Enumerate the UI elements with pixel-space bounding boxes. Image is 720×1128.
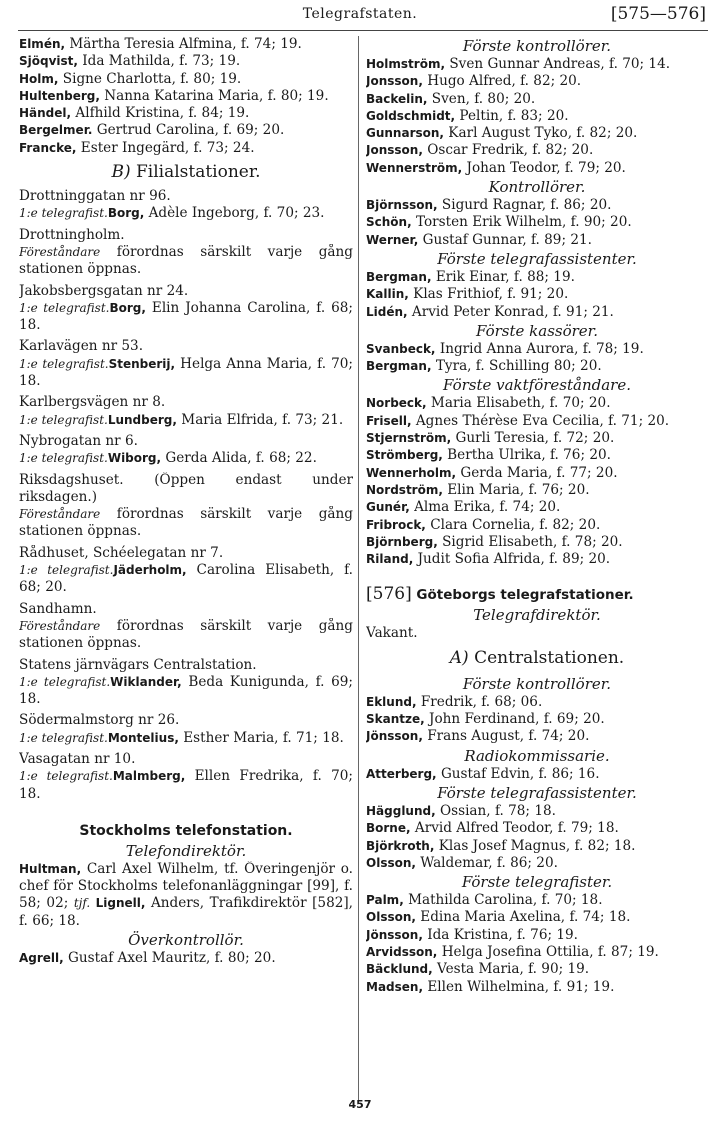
person-entry	[366, 482, 708, 499]
central-heading-letter: A)	[449, 647, 469, 668]
entry-text: Sigurd Ragnar, f. 86; 20.	[437, 197, 612, 214]
entry-name: Backelin,	[366, 91, 428, 106]
entry-text: Klas Josef Magnus, f. 82; 18.	[434, 837, 636, 854]
station-staff-entry	[19, 412, 353, 429]
entry-role: 1:e telegrafist.	[19, 206, 108, 221]
person-entry	[366, 766, 708, 783]
entry-text: Nanna Katarina Maria, f. 80; 19.	[99, 87, 329, 104]
entry-name: Frisell,	[366, 413, 412, 428]
section-role-heading: Förste telegrafassistenter.	[437, 249, 637, 268]
section-role-heading: Förste kontrollörer.	[462, 37, 612, 55]
entry-text-2: Anders, Trafikdirektör [582], f. 66; 18.	[19, 895, 353, 929]
entry-name: Skantze,	[366, 712, 425, 727]
entry-name: Stenberij,	[108, 356, 176, 371]
person-entry	[366, 341, 708, 358]
entry-text: Gustaf Axel Mauritz, f. 80; 20.	[63, 950, 276, 967]
entry-text: Vesta Maria, f. 90; 19.	[432, 961, 590, 978]
entry-role: 1:e telegrafist.	[19, 300, 110, 315]
section-role-heading: Förste telegrafister.	[461, 873, 613, 892]
entry-name: Stjernström,	[366, 431, 452, 446]
person-entry	[366, 927, 708, 944]
station-name: Drottninggatan nr 96.	[19, 188, 171, 205]
entry-text: Alma Erika, f. 74; 20.	[409, 499, 561, 516]
person-entry	[366, 803, 708, 820]
entry-text: Karl August Tyko, f. 82; 20.	[443, 125, 638, 142]
entry-text: Elin Maria, f. 76; 20.	[442, 481, 590, 498]
person-entry	[366, 142, 708, 159]
entry-text: förordnas särskilt varje gång stationen öppnas.	[19, 617, 353, 652]
entry-role: tjf.	[73, 896, 91, 911]
section-role-heading: Förste kontrollörer.	[462, 674, 612, 693]
entry-text: Ester Ingegärd, f. 73; 24.	[76, 139, 255, 156]
entry-text: Ida Mathilda, f. 73; 19.	[77, 53, 241, 70]
telefon-heading: Stockholms telefonstation.	[79, 822, 293, 839]
person-entry	[366, 728, 708, 745]
entry-name: Werner,	[366, 232, 419, 247]
person-entry	[366, 499, 708, 516]
entry-text: Elin Johanna Carolina, f. 68; 18.	[19, 299, 353, 334]
goteborg-central-sections	[366, 674, 708, 996]
entry-name: Norbeck,	[366, 396, 427, 411]
entry-name: Björkroth,	[366, 838, 435, 853]
entry-text: Helga Josefina Ottilia, f. 87; 19.	[437, 943, 659, 960]
stockholm-central-sections	[366, 36, 708, 568]
goteborg-title: Göteborgs telegrafstationer.	[411, 587, 634, 604]
entry-text: Mathilda Carolina, f. 70; 18.	[403, 892, 603, 909]
person-entry	[366, 358, 708, 375]
person-entry	[366, 961, 708, 978]
entry-text: Carolina Elisabeth, f. 68; 20.	[19, 562, 353, 596]
entry-text: Oscar Fredrik, f. 82; 20.	[422, 142, 594, 159]
entry-text: Gerda Alida, f. 68; 22.	[161, 450, 317, 467]
station-name: Drottningholm.	[19, 226, 125, 243]
entry-name: Holm,	[19, 71, 59, 86]
station-name: Södermalmstorg nr 26.	[19, 712, 180, 729]
running-title: Telegrafstaten.	[302, 6, 418, 22]
entry-text: Tyra, f. Schilling 80; 20.	[431, 358, 602, 375]
filial-heading	[19, 161, 353, 184]
entry-text: Edina Maria Axelina, f. 74; 18.	[415, 909, 631, 926]
entry-role: Föreståndare	[19, 244, 101, 259]
station-staff-entry	[19, 356, 353, 391]
entry-text: Sven, f. 80; 20.	[427, 90, 536, 107]
entry-name: Hultman,	[19, 861, 82, 876]
station-name: Karlavägen nr 53.	[19, 338, 144, 355]
person-entry	[366, 160, 708, 177]
goteborg-ref: [576]	[366, 584, 412, 605]
entry-text: Helga Anna Maria, f. 70; 18.	[19, 355, 353, 390]
entry-text: Märtha Teresia Alfmina, f. 74; 19.	[65, 36, 302, 52]
right-column	[366, 36, 708, 996]
entry-name: Gunnarson,	[366, 126, 444, 141]
entry-text: Gustaf Edvin, f. 86; 16.	[436, 765, 600, 782]
entry-name: Lundberg,	[107, 412, 177, 427]
goteborg-heading	[366, 584, 708, 605]
entry-text: Maria Elfrida, f. 73; 21.	[176, 411, 344, 428]
station-staff-entry	[19, 450, 353, 467]
entry-text: Gertrud Carolina, f. 69; 20.	[92, 122, 285, 139]
entry-role: 1:e telegrafist.	[19, 451, 108, 466]
entry-text: Carl Axel Wilhelm, tf. Överingenjör o. chef för Stockholms telefonanläggningar [99], f. 58; 02;	[19, 860, 353, 912]
entry-role: Föreståndare	[19, 507, 101, 522]
entry-role: 1:e telegrafist.	[19, 674, 111, 689]
spacer	[19, 803, 353, 807]
station-staff-entry	[19, 300, 353, 335]
person-entry	[366, 304, 708, 321]
person-entry	[366, 855, 708, 872]
entry-name: Agrell,	[19, 951, 64, 966]
page-number: 457	[348, 1098, 372, 1111]
entry-text: Esther Maria, f. 71; 18.	[178, 729, 344, 746]
station-name: Vasagatan nr 10.	[19, 750, 136, 767]
entry-name: Arvidsson,	[366, 944, 438, 959]
entry-name: Wennerholm,	[366, 465, 457, 480]
telegrafdirektor-role: Telegrafdirektör.	[473, 606, 601, 625]
entry-name: Wiborg,	[107, 451, 162, 466]
station-staff-entry	[19, 674, 353, 709]
person-entry	[366, 838, 708, 855]
overkontrollor-role: Överkontrollör.	[128, 931, 244, 950]
entry-text: John Ferdinand, f. 69; 20.	[424, 711, 605, 728]
person-entry	[366, 909, 708, 926]
entry-role: 1:e telegrafist.	[19, 769, 113, 784]
entry-text: Beda Kunigunda, f. 69; 18.	[19, 673, 353, 708]
person-entry	[19, 105, 353, 122]
section-role-heading: Förste kassörer.	[476, 321, 598, 340]
entry-text: Sven Gunnar Andreas, f. 70; 14.	[445, 56, 671, 72]
entry-name: Malmberg,	[112, 769, 186, 784]
entry-role: 1:e telegrafist.	[19, 356, 109, 371]
person-entry	[366, 73, 708, 90]
person-entry	[366, 56, 708, 73]
person-entry	[366, 125, 708, 142]
left-column	[19, 36, 353, 967]
station-staff-entry	[19, 562, 353, 597]
vakant-text: Vakant.	[366, 625, 418, 642]
running-head	[0, 6, 720, 28]
entry-name: Francke,	[19, 140, 77, 155]
central-heading-text: Centralstationen.	[468, 647, 625, 668]
entry-name: Lidén,	[366, 304, 408, 319]
entry-text: Johan Teodor, f. 79; 20.	[462, 159, 626, 176]
entry-name: Bergelmer.	[19, 123, 93, 138]
entry-role: 1:e telegrafist.	[19, 730, 108, 745]
entry-name: Fribrock,	[366, 517, 426, 532]
entry-name: Borg,	[109, 300, 146, 315]
entry-text: Erik Einar, f. 88; 19.	[431, 268, 575, 285]
entry-name: Björnsson,	[366, 198, 438, 213]
entry-text: Ellen Fredrika, f. 70; 18.	[19, 768, 353, 802]
entry-name: Sjöqvist,	[19, 54, 78, 69]
person-entry	[366, 465, 708, 482]
central-heading	[366, 647, 708, 670]
column-divider	[358, 36, 359, 1102]
entry-text: Torsten Erik Wilhelm, f. 90; 20.	[411, 214, 632, 231]
station-name: Riksdagshuset. (Öppen endast under riksdagen.)	[19, 471, 353, 505]
person-entry	[366, 91, 708, 108]
station-name: Nybrogatan nr 6.	[19, 432, 138, 449]
entry-name: Jäderholm,	[113, 563, 187, 578]
station-name: Jakobsbergsgatan nr 24.	[19, 282, 189, 299]
station-staff-entry	[19, 768, 353, 803]
person-entry	[366, 232, 708, 249]
person-entry	[366, 197, 708, 214]
station-staff-entry	[19, 205, 353, 222]
entry-text: Maria Elisabeth, f. 70; 20.	[426, 395, 611, 412]
entry-name: Svanbeck,	[366, 341, 436, 356]
entry-role: 1:e telegrafist.	[19, 412, 108, 427]
entry-text: Gurli Teresia, f. 72; 20.	[451, 430, 615, 447]
entry-text: Frans August, f. 74; 20.	[422, 728, 590, 745]
filial-heading-letter: B)	[111, 162, 131, 183]
person-entry	[366, 534, 708, 551]
entry-name: Holmström,	[366, 57, 446, 71]
entry-name: Jonsson,	[366, 74, 423, 89]
entry-name: Nordström,	[366, 482, 443, 497]
entry-text: Clara Cornelia, f. 82; 20.	[425, 516, 601, 533]
station-name: Sandhamn.	[19, 600, 97, 617]
person-entry	[366, 286, 708, 303]
entry-name: Montelius,	[107, 730, 179, 745]
header-rule	[18, 30, 708, 31]
person-entry	[366, 694, 708, 711]
page-range: [575—576]	[610, 4, 706, 24]
entry-text: Klas Frithiof, f. 91; 20.	[408, 286, 569, 303]
section-role-heading: Kontrollörer.	[488, 178, 586, 197]
left-top-entries	[19, 36, 353, 157]
entry-name: Wiklander,	[110, 674, 182, 689]
entry-text: Hugo Alfred, f. 82; 20.	[422, 73, 582, 90]
entry-text: Ossian, f. 78; 18.	[435, 802, 556, 819]
entry-text: Ida Kristina, f. 76; 19.	[422, 926, 579, 943]
entry-name: Eklund,	[366, 694, 417, 709]
entry-name: Elmén,	[19, 37, 66, 51]
section-role-heading: Förste vaktföreståndare.	[442, 376, 631, 395]
section-role-heading: Radiokommissarie.	[464, 746, 610, 765]
person-entry	[366, 214, 708, 231]
person-entry	[366, 413, 708, 430]
entry-name: Borg,	[107, 206, 145, 221]
station-staff-entry	[19, 244, 353, 279]
entry-name: Wennerström,	[366, 160, 463, 175]
entry-name: Hägglund,	[366, 803, 436, 818]
person-entry	[366, 892, 708, 909]
entry-name: Jönsson,	[366, 729, 423, 744]
entry-text: Sigrid Elisabeth, f. 78; 20.	[437, 533, 623, 550]
entry-text: Alfhild Kristina, f. 84; 19.	[71, 105, 250, 122]
entry-name: Riland,	[366, 552, 414, 567]
entry-text: Adèle Ingeborg, f. 70; 23.	[144, 205, 325, 222]
entry-name: Olsson,	[366, 910, 416, 925]
entry-name: Olsson,	[366, 855, 416, 870]
entry-text: Arvid Peter Konrad, f. 91; 21.	[407, 303, 614, 320]
entry-text: Ellen Wilhelmina, f. 91; 19.	[423, 978, 615, 995]
entry-name: Björnberg,	[366, 534, 438, 549]
entry-name: Jönsson,	[366, 927, 423, 942]
entry-role: 1:e telegrafist.	[19, 563, 114, 578]
entry-text: Bertha Ulrika, f. 76; 20.	[442, 447, 611, 464]
station-staff-entry	[19, 506, 353, 541]
entry-role: Föreståndare	[19, 618, 101, 633]
entry-name: Bäcklund,	[366, 962, 433, 977]
person-entry	[366, 944, 708, 961]
entry-name: Schön,	[366, 215, 412, 230]
person-entry	[366, 711, 708, 728]
entry-name-2: Lignell,	[90, 896, 146, 911]
person-entry	[19, 140, 353, 157]
person-entry	[366, 108, 708, 125]
entry-text: Gustaf Gunnar, f. 89; 21.	[418, 231, 592, 248]
station-staff-entry	[19, 618, 353, 653]
entry-text: Arvid Alfred Teodor, f. 79; 18.	[410, 820, 619, 837]
station-staff-entry	[19, 730, 353, 747]
entry-name: Madsen,	[366, 979, 424, 994]
person-entry	[19, 36, 353, 53]
telefondirektor-role: Telefondirektör.	[125, 841, 247, 860]
entry-text: Fredrik, f. 68; 06.	[416, 693, 543, 710]
person-entry	[366, 551, 708, 568]
entry-text: Judit Sofia Alfrida, f. 89; 20.	[413, 551, 611, 568]
entry-text: Peltin, f. 83; 20.	[455, 107, 569, 124]
entry-text: förordnas särskilt varje gång stationen öppnas.	[19, 243, 353, 278]
section-role-heading: Förste telegrafassistenter.	[437, 783, 637, 802]
station-name: Karlbergsvägen nr 8.	[19, 394, 166, 411]
person-entry	[19, 53, 353, 70]
entry-name: Gunér,	[366, 500, 410, 515]
entry-name: Händel,	[19, 106, 72, 121]
entry-name: Atterberg,	[366, 766, 437, 781]
entry-name: Hultenberg,	[19, 88, 100, 103]
person-entry	[366, 395, 708, 412]
entry-name: Kallin,	[366, 287, 409, 302]
entry-text: förordnas särskilt varje gång stationen öppnas.	[19, 506, 353, 540]
person-entry	[366, 269, 708, 286]
entry-text: Gerda Maria, f. 77; 20.	[456, 464, 618, 481]
filial-heading-text: Filialstationer.	[130, 162, 261, 183]
filial-entries	[19, 188, 353, 807]
entry-name: Borne,	[366, 821, 411, 836]
entry-name: Bergman,	[366, 359, 432, 374]
person-entry	[19, 122, 353, 139]
entry-name: Strömberg,	[366, 448, 443, 463]
entry-text: Signe Charlotta, f. 80; 19.	[58, 70, 242, 87]
overkontrollor-entry	[19, 950, 353, 967]
telefondirektor-entry	[19, 861, 353, 930]
person-entry	[366, 979, 708, 996]
station-name: Statens järnvägars Centralstation.	[19, 656, 257, 673]
entry-name: Palm,	[366, 893, 404, 908]
person-entry	[19, 88, 353, 105]
person-entry	[19, 71, 353, 88]
entry-name: Jonsson,	[366, 143, 423, 158]
entry-text: Agnes Thérèse Eva Cecilia, f. 71; 20.	[411, 412, 670, 429]
entry-name: Goldschmidt,	[366, 108, 456, 123]
person-entry	[366, 447, 708, 464]
entry-text: Waldemar, f. 86; 20.	[415, 854, 558, 871]
person-entry	[366, 820, 708, 837]
station-name: Rådhuset, Schéelegatan nr 7.	[19, 544, 224, 561]
person-entry	[366, 517, 708, 534]
entry-text: Ingrid Anna Aurora, f. 78; 19.	[435, 340, 644, 357]
entry-name: Bergman,	[366, 269, 432, 284]
person-entry	[366, 430, 708, 447]
